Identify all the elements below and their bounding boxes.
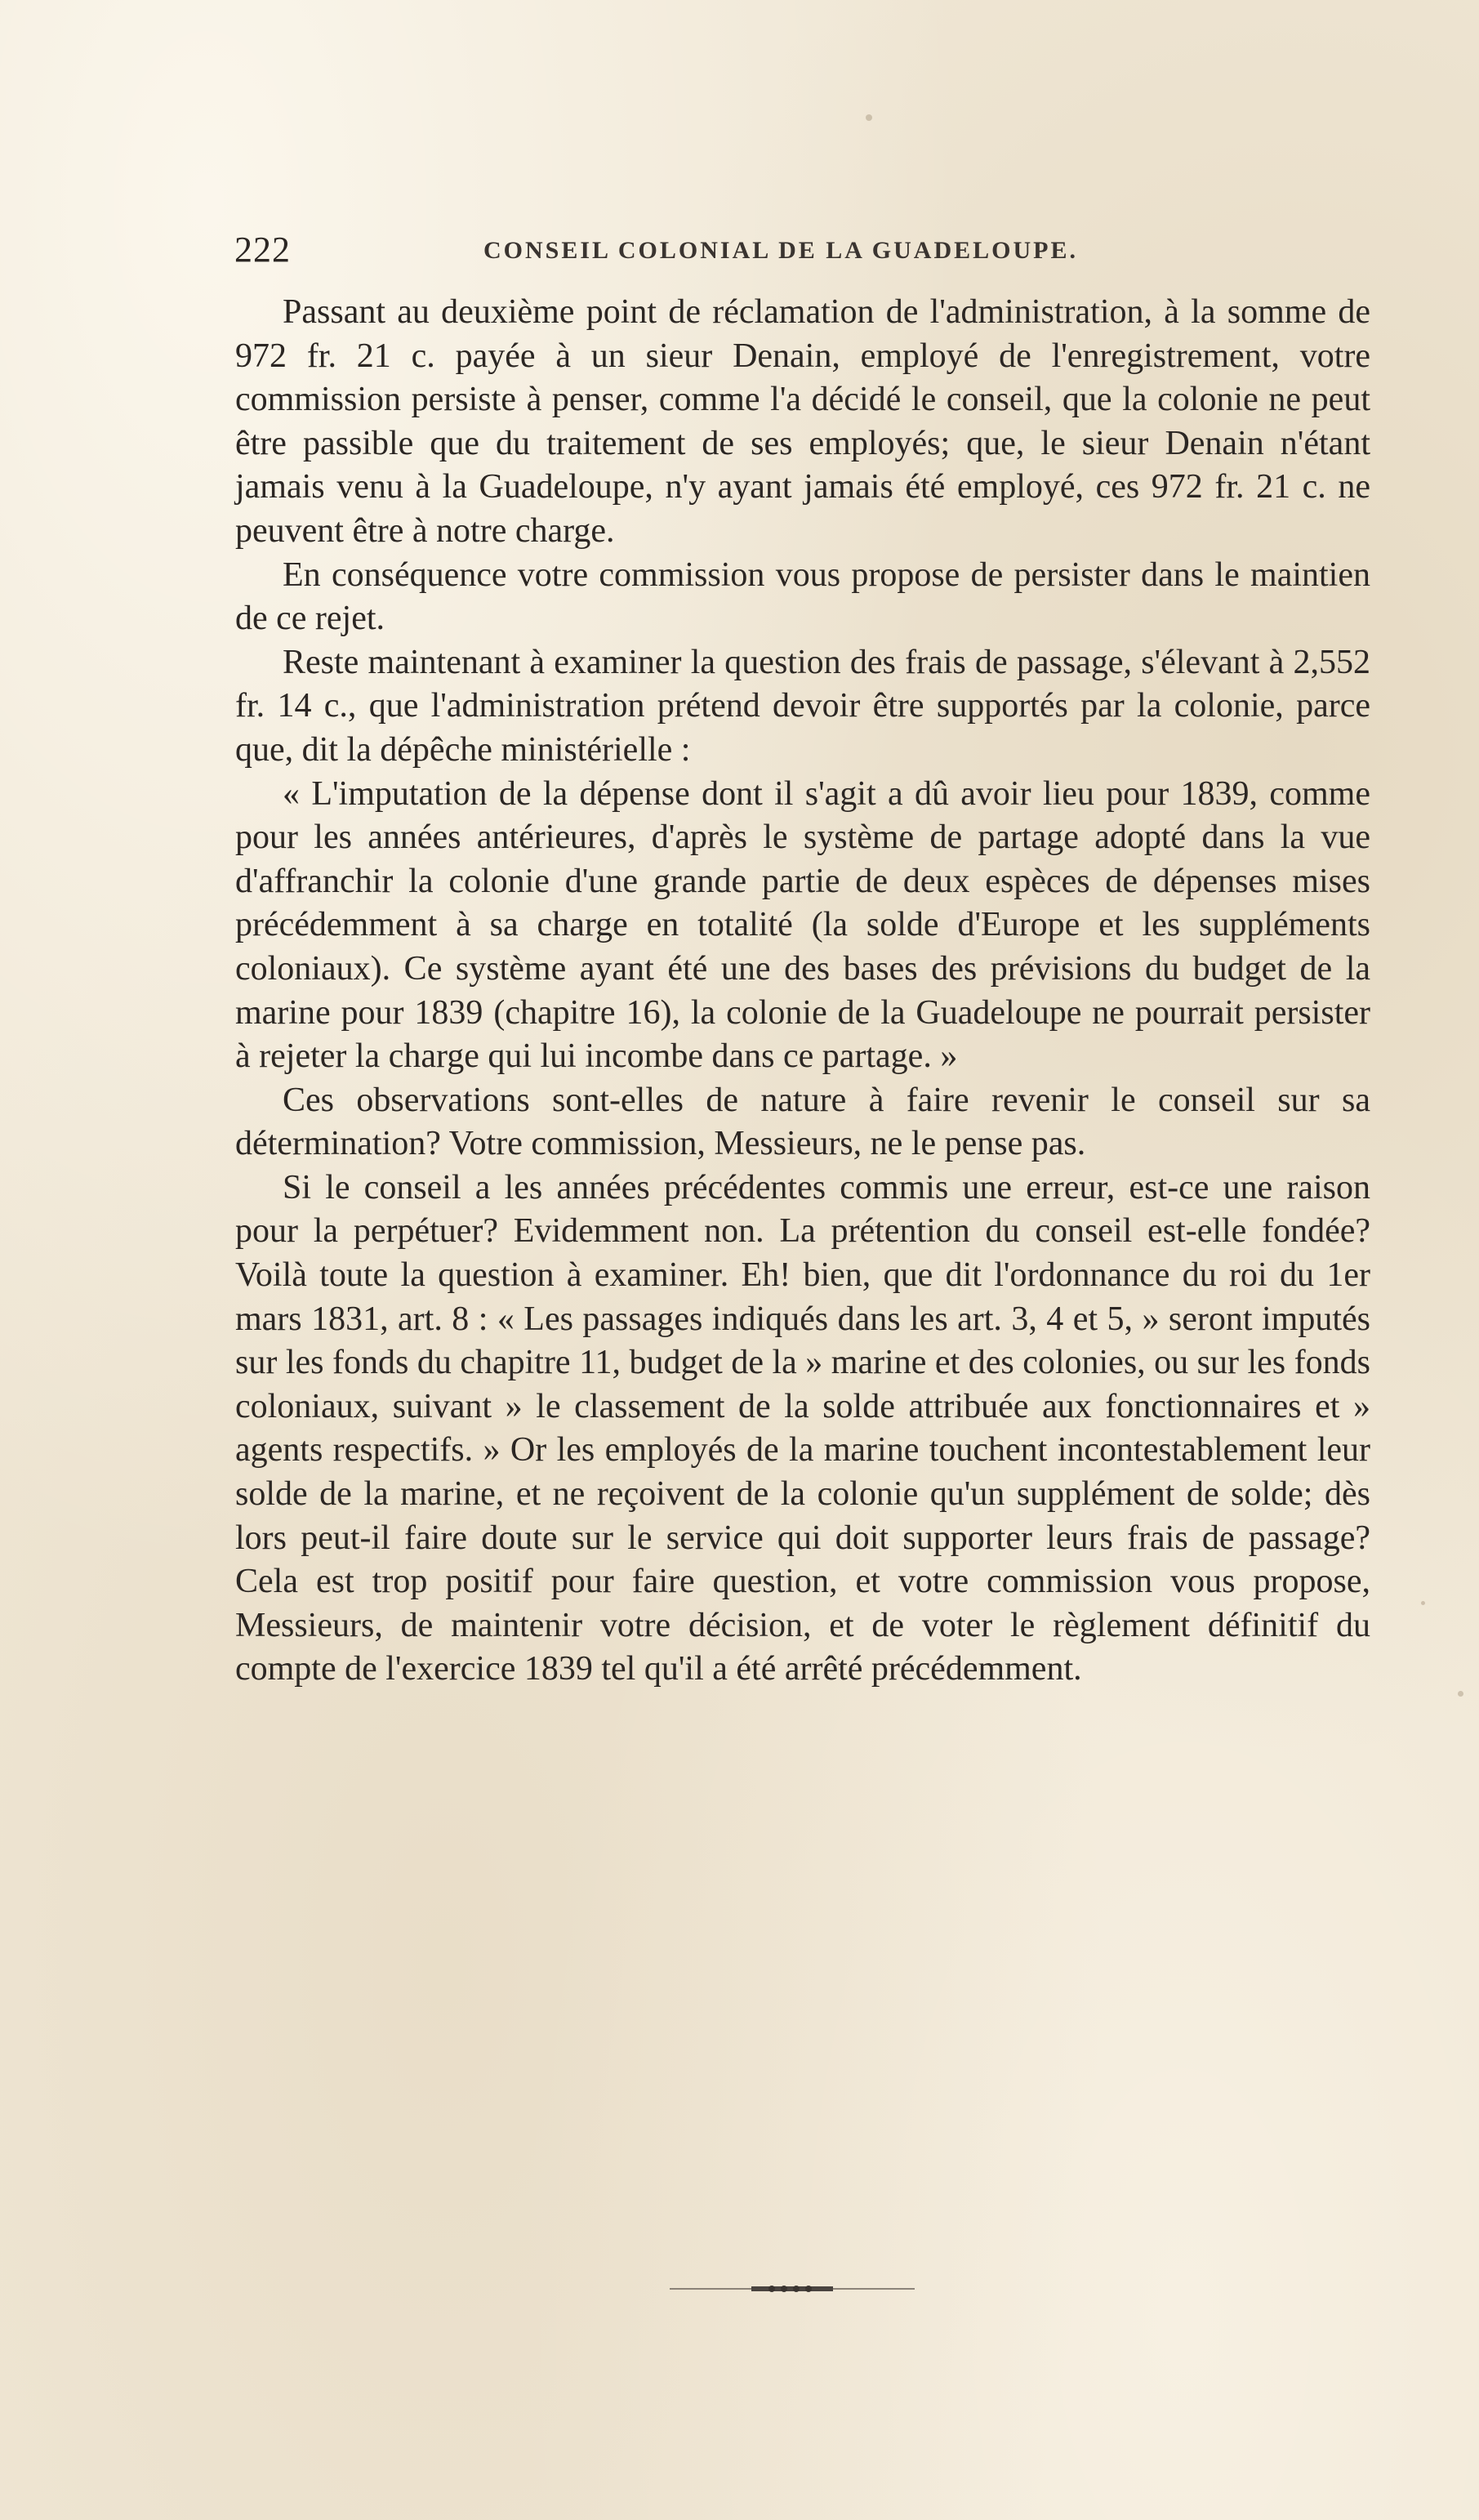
paragraph: En conséquence votre commission vous propose de persister dans le maintien de ce rejet. [235, 555, 1370, 638]
paper-spot [1421, 1601, 1425, 1605]
paragraph: Ces observations sont-elles de nature à faire revenir le conseil sur sa détermination? Votre commission, Messieurs, ne le pense pas. [235, 1081, 1370, 1163]
paper-spot [866, 114, 872, 121]
body-text [235, 291, 1370, 1692]
end-ornament [670, 2284, 915, 2294]
quoted-dispatch: « L'imputation de la dépense dont il s'agit a dû avoir lieu pour 1839, comme pour les années antérieures, d'après le système de partage adopté dans la vue d'affranchir la colonie d'une grande partie de deux espèces de dépenses mises précédemment à sa charge en totalité (la solde d'Europe et les suppléments coloniaux). Ce système ayant été une des bases des prévisions du budget de la marine pour 1839 (chapitre 16), la colonie de la Guadeloupe ne pourrait persister à rejeter la charge qui lui incombe dans ce partage. » [235, 774, 1370, 1076]
paper-spot [1458, 1691, 1463, 1697]
page-number: 222 [234, 230, 291, 270]
page-header [234, 229, 1263, 278]
running-head: CONSEIL COLONIAL DE LA GUADELOUPE. [483, 237, 1078, 264]
paragraph: Si le conseil a les années précédentes commis une erreur, est-ce une raison pour la perpétuer? Evidemment non. La prétention du conseil est-elle fondée? Voilà toute la question à examiner. Eh! bien, que dit l'ordonnance du roi du 1er mars 1831, art. 8 : « Les passages indiqués dans les art. 3, 4 et 5, » seront imputés sur les fonds du chapitre 11, budget de la » marine et des colonies, ou sur les fonds coloniaux, suivant » le classement de la solde attribuée aux fonctionnaires et » agents respectifs. » Or les employés de la marine touchent incontestablement leur solde de la marine, et ne reçoivent de la colonie qu'un supplément de solde; dès lors peut-il faire doute sur le service qui doit supporter leurs frais de passage? Cela est trop positif pour faire question, et votre commission vous propose, Messieurs, de maintenir votre décision, et de voter le règlement définitif du compte de l'exercice 1839 tel qu'il a été arrêté précédemment. [235, 1168, 1370, 1688]
paragraph: Reste maintenant à examiner la question des frais de passage, s'élevant à 2,552 fr. 14 c., que l'administration prétend devoir être supportés par la colonie, parce que, dit la dépêche ministérielle : [235, 643, 1370, 769]
paragraph: Passant au deuxième point de réclamation de l'administration, à la somme de 972 fr. 21 c. payée à un sieur Denain, employé de l'enregistrement, votre commission persiste à penser, comme l'a décidé le conseil, que la colonie ne peut être passible que du traitement de ses employés; que, le sieur Denain n'étant jamais venu à la Guadeloupe, n'y ayant jamais été employé, ces 972 fr. 21 c. ne peuvent être à notre charge. [235, 293, 1370, 550]
